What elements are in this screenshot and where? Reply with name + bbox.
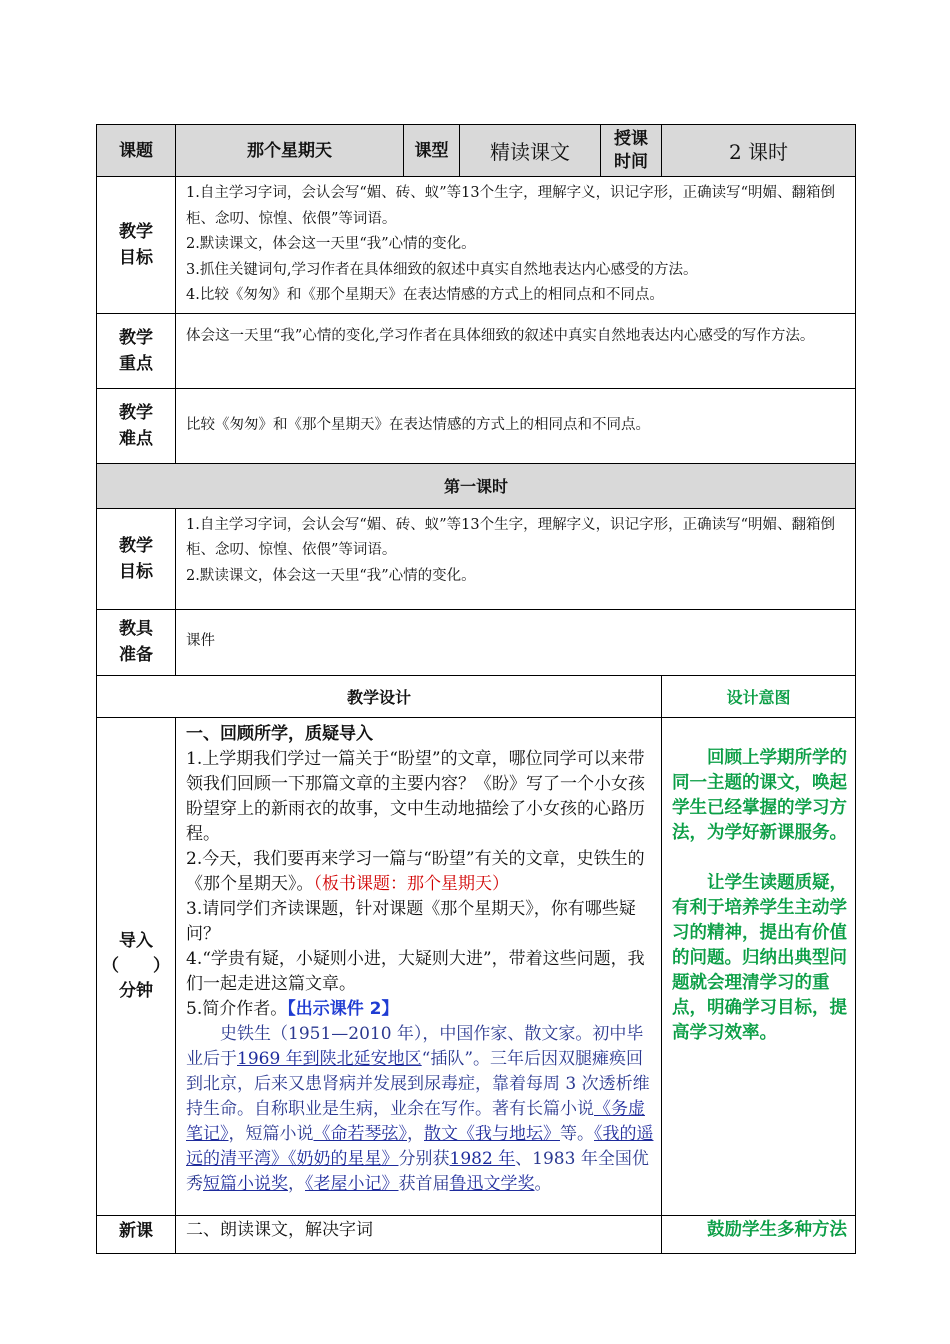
intro-row [97, 717, 856, 1215]
bio-link[interactable]: 1969 年到陕北延安地区 [237, 1048, 422, 1069]
intent-title: 设计意图 [662, 675, 856, 717]
newlesson-intent: 鼓励学生多种方法 [662, 1215, 856, 1253]
lesson1-goals-label-line-2: 目标 [119, 561, 153, 582]
bio-link[interactable]: 《命若琴弦》 [313, 1123, 407, 1144]
lesson1-goals-content [176, 508, 856, 609]
bio-link[interactable]: 短篇小说奖 [203, 1173, 288, 1194]
lesson1-goals-label [97, 508, 176, 609]
author-bio [186, 1022, 659, 1197]
courseware-note: 【出示课件 2】 [287, 998, 399, 1019]
lesson1-title: 第一课时 [97, 463, 856, 508]
intent-paragraph: 让学生读题质疑，有利于培养学生主动学习的精神，提出有价值的问题。归纳出典型问题就会理清学习的重点，明确学习目标，提高学习效率。 [672, 872, 847, 1043]
time-label-line-2: 时间 [614, 151, 648, 172]
newlesson-row [97, 1215, 856, 1253]
intro-label [97, 717, 176, 1215]
lesson1-goals-label-line-1: 教学 [119, 535, 153, 556]
goals-label-line-2: 目标 [119, 247, 153, 268]
time-value: 2 课时 [662, 125, 856, 177]
bio-link[interactable]: 1982 年 [449, 1148, 516, 1169]
tools-row [97, 609, 856, 675]
bio-link[interactable]: 散文《我与地坛》 [424, 1123, 560, 1144]
newlesson-heading: 二、朗读课文，解决字词 [176, 1215, 662, 1253]
goal-item: 1.自主学习字词，会认会写“媚、砖、蚁”等13个生字，理解字义，识记字形，正确读写“明媚、翻箱倒柜、念叨、惊惶、依偎”等词语。 [186, 516, 836, 558]
newlesson-label: 新课 [97, 1215, 176, 1253]
lesson-plan-table [96, 124, 856, 1254]
header-row [97, 125, 856, 177]
goals-row [97, 177, 856, 314]
bio-link[interactable]: 《务虚笔记》 [186, 1098, 645, 1144]
goal-item: 1.自主学习字词，会认会写“媚、砖、蚁”等13个生字，理解字义，识记字形，正确读写“明媚、翻箱倒柜、念叨、惊惶、依偎”等词语。 [186, 185, 836, 227]
difficulty-label [97, 388, 176, 463]
board-note: （板书课题：那个星期天） [313, 873, 509, 894]
focus-row [97, 313, 856, 388]
type-label: 课型 [404, 125, 460, 177]
design-header-row [97, 675, 856, 717]
intent-paragraph: 回顾上学期所学的同一主题的课文，唤起学生已经掌握的学习方法，为学好新课服务。 [672, 747, 847, 843]
time-label [601, 125, 662, 177]
bio-text: 等。 [560, 1123, 594, 1144]
intro-paragraph [186, 997, 659, 1022]
focus-label [97, 313, 176, 388]
bio-text: ， [407, 1123, 424, 1144]
bio-text: 史铁生（1951—2010 年），中国作家、散文家。初中毕业后于 [186, 1023, 644, 1069]
bio-text: “插队”。三年后因双腿瘫痪回到北京，后来又患肾病并发展到尿毒症，靠着每周 3 次透析维持生命。自称职业是生病，业余在写作。著有长篇小说 [186, 1048, 650, 1119]
tools-label-line-1: 教具 [119, 619, 153, 639]
bio-text: 获首届 [398, 1173, 450, 1194]
bio-text: 。 [534, 1173, 552, 1194]
intro-heading: 一、回顾所学，质疑导入 [186, 723, 373, 744]
time-label-line-1: 授课 [614, 128, 648, 149]
bio-link[interactable]: 鲁迅文学奖 [449, 1173, 535, 1194]
tools-label [97, 609, 176, 675]
difficulty-label-line-1: 教学 [119, 402, 153, 423]
intro-p2-main: 2.今天，我们要再来学习一篇与“盼望”有关的文章，史铁生的《那个星期天》。 [186, 848, 645, 894]
focus-label-line-1: 教学 [119, 327, 153, 348]
goal-item: 2.默读课文，体会这一天里“我”心情的变化。 [186, 567, 476, 584]
topic-value: 那个星期天 [176, 125, 404, 177]
goals-label-line-1: 教学 [119, 221, 153, 242]
goal-item: 4.比较《匆匆》和《那个星期天》在表达情感的方式上的相同点和不同点。 [186, 287, 664, 303]
bio-text: ， [288, 1173, 305, 1194]
bio-link[interactable]: 《我的遥远的清平湾》《奶奶的星星》 [186, 1123, 654, 1169]
intro-paragraph: 4.“学贵有疑，小疑则小进，大疑则大进”，带着这些问题，我们一起走进这篇文章。 [186, 948, 645, 994]
bio-text: ，短篇小说 [228, 1123, 314, 1144]
intro-label-line-1: 导入 [119, 930, 153, 951]
intro-intent [662, 717, 856, 1215]
design-title: 教学设计 [97, 675, 662, 717]
intro-content [176, 717, 662, 1215]
intro-paragraph: 1.上学期我们学过一篇关于“盼望”的文章，哪位同学可以来带领我们回顾一下那篇文章的主要内容？《盼》写了一个小女孩盼望穿上的新雨衣的故事，文中生动地描绘了小女孩的心路历程。 [186, 748, 645, 844]
tools-content: 课件 [176, 609, 856, 675]
intro-paragraph [186, 847, 659, 897]
intro-paragraph: 3.请同学们齐读课题，针对课题《那个星期天》，你有哪些疑问？ [186, 898, 636, 944]
difficulty-content: 比较《匆匆》和《那个星期天》在表达情感的方式上的相同点和不同点。 [176, 388, 856, 463]
lesson1-goals-row [97, 508, 856, 609]
topic-label: 课题 [97, 125, 176, 177]
focus-content: 体会这一天里“我”心情的变化,学习作者在具体细致的叙述中真实自然地表达内心感受的写作方法。 [176, 313, 856, 388]
intro-label-line-3: 分钟 [119, 980, 153, 1001]
lesson1-title-row [97, 463, 856, 508]
goals-label [97, 177, 176, 314]
bio-text: 分别获 [398, 1148, 450, 1169]
goal-item: 2.默读课文，体会这一天里“我”心情的变化。 [186, 236, 476, 252]
intro-p5-main: 5.简介作者。 [186, 998, 288, 1019]
type-value: 精读课文 [460, 125, 601, 177]
difficulty-row [97, 388, 856, 463]
goal-item: 3.抓住关键词句,学习作者在具体细致的叙述中真实自然地表达内心感受的方法。 [186, 261, 698, 278]
goals-content [176, 177, 856, 314]
intro-label-line-2: （ ） [102, 955, 170, 976]
bio-text: 、1983 年全国优秀 [186, 1148, 649, 1194]
tools-label-line-2: 准备 [119, 645, 153, 665]
bio-link[interactable]: 《老屋小记》 [305, 1173, 399, 1194]
difficulty-label-line-2: 难点 [119, 428, 153, 449]
focus-label-line-2: 重点 [119, 353, 153, 374]
